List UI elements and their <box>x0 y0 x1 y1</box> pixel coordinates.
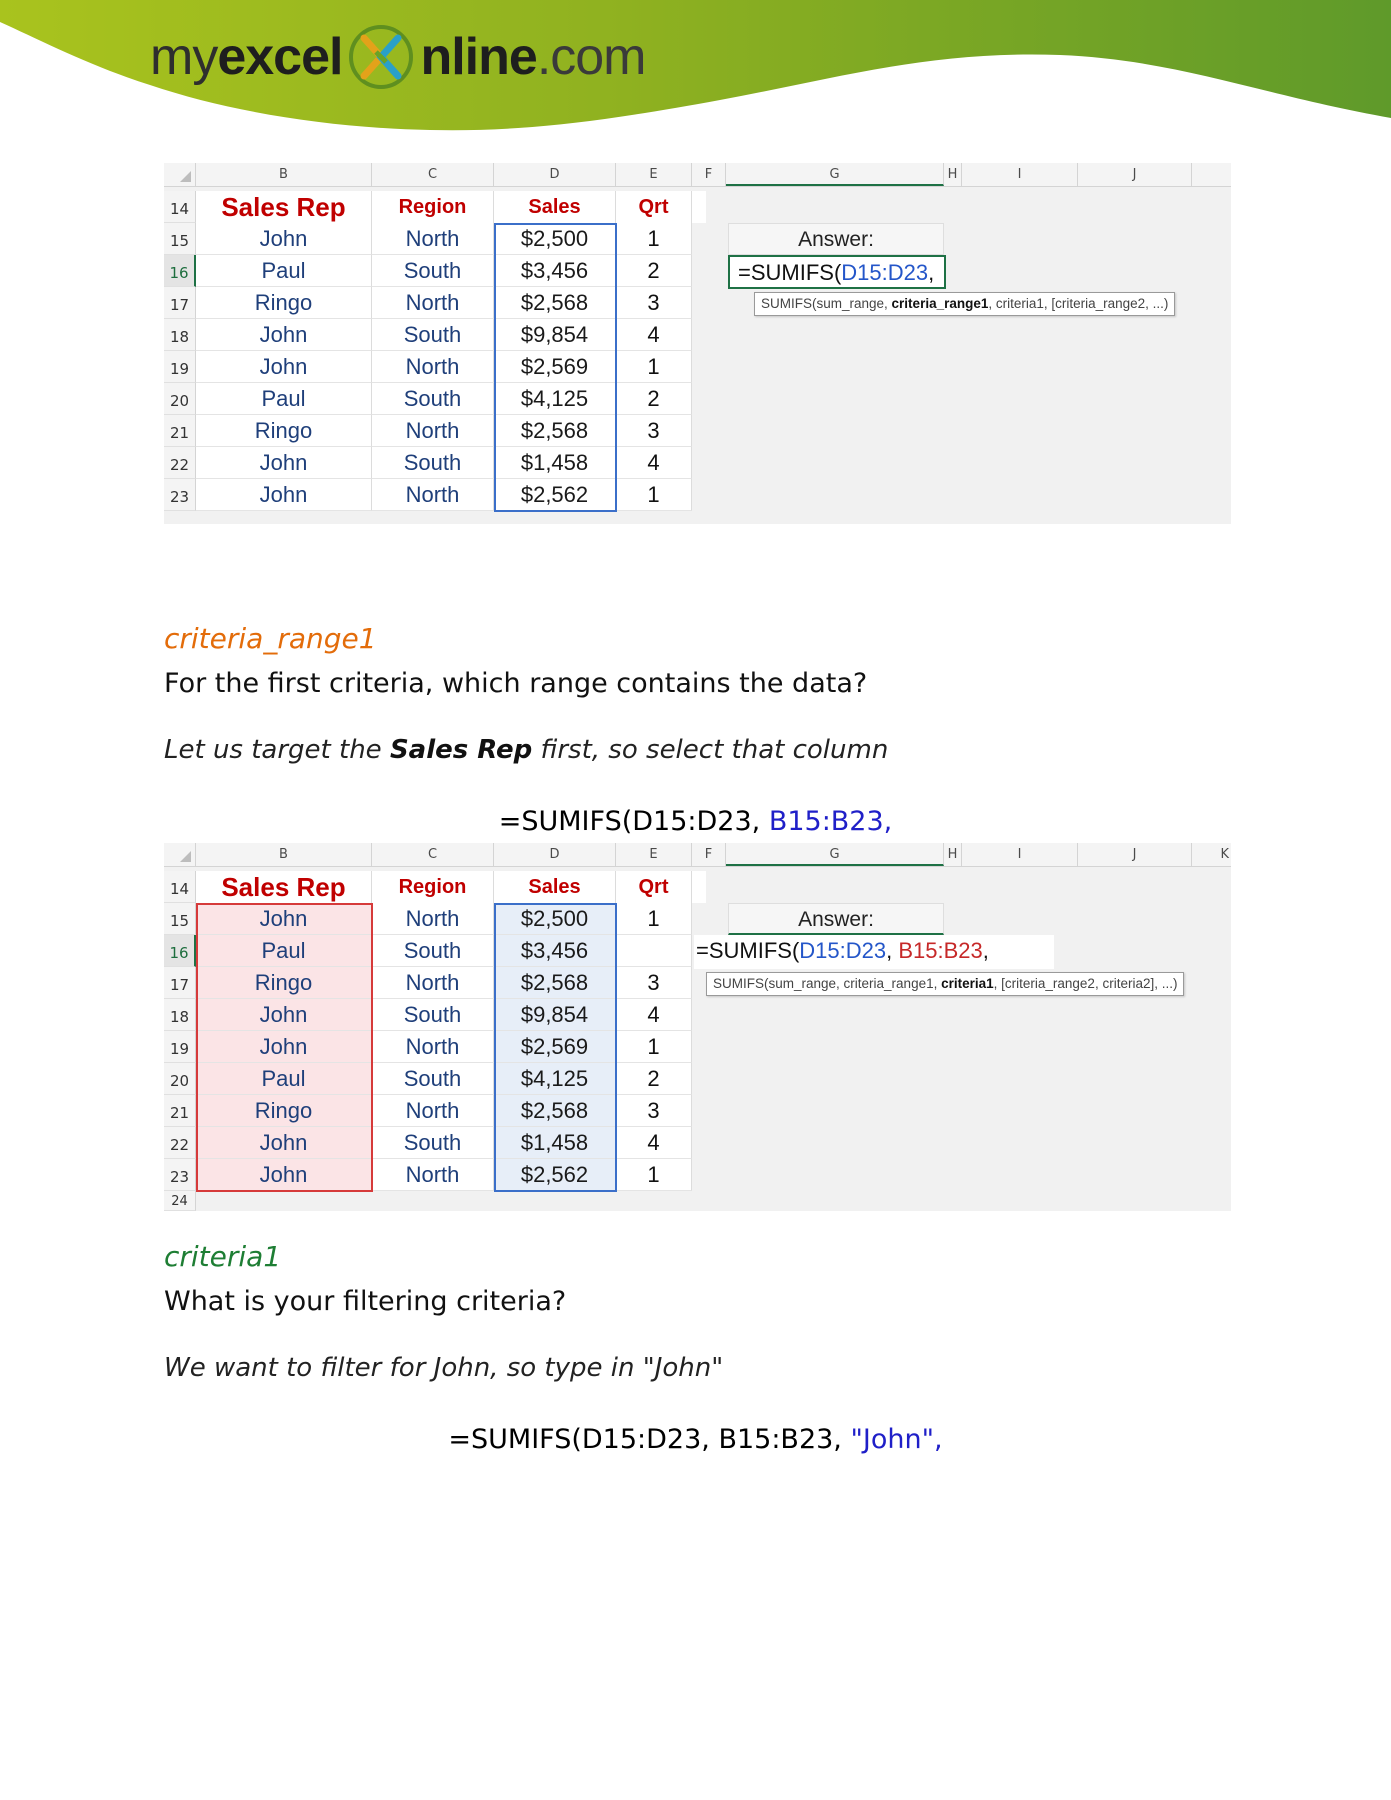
header-qrt[interactable]: Qrt <box>616 871 692 903</box>
sales-cell[interactable]: $1,458 <box>494 1127 616 1159</box>
sales-rep-cell[interactable]: Ringo <box>196 415 372 447</box>
column-header-b[interactable]: B <box>196 843 372 866</box>
formula-example-2 <box>0 1424 1391 1455</box>
row-header[interactable]: 20 <box>164 383 196 415</box>
tooltip-current-arg: criteria1 <box>941 976 994 991</box>
criteria-range-selection <box>196 903 373 1192</box>
logo-text-my: my <box>150 28 218 86</box>
qrt-cell[interactable]: 3 <box>616 967 692 999</box>
row-header[interactable]: 16 <box>164 935 196 967</box>
section-question-2: What is your filtering criteria? <box>164 1286 567 1317</box>
row-header[interactable]: 21 <box>164 1095 196 1127</box>
row-header[interactable]: 14 <box>164 871 196 903</box>
column-header-d[interactable]: D <box>494 843 616 866</box>
sales-rep-cell[interactable]: John <box>196 1127 372 1159</box>
formula-example-1 <box>0 806 1391 837</box>
column-header-e[interactable]: E <box>616 163 692 186</box>
region-cell[interactable]: North <box>372 223 494 255</box>
section-title-criteria1: criteria1 <box>164 1240 282 1273</box>
row-header[interactable]: 24 <box>164 1191 196 1211</box>
region-cell[interactable]: North <box>372 1095 494 1127</box>
row-header[interactable]: 15 <box>164 903 196 935</box>
formula-prefix: =SUMIFS( <box>738 260 842 285</box>
sales-cell[interactable]: $2,568 <box>494 415 616 447</box>
column-header-b[interactable]: B <box>196 163 372 186</box>
tooltip-start: SUMIFS(sum_range, <box>761 296 892 311</box>
sales-cell[interactable]: $4,125 <box>494 1063 616 1095</box>
sales-rep-cell[interactable]: Paul <box>196 1063 372 1095</box>
header-sales[interactable]: Sales <box>494 871 616 903</box>
sales-cell[interactable]: $2,562 <box>494 1159 616 1191</box>
row-header[interactable]: 15 <box>164 223 196 255</box>
column-header-c[interactable]: C <box>372 163 494 186</box>
column-header-e[interactable]: E <box>616 843 692 866</box>
row-header[interactable]: 14 <box>164 191 196 223</box>
header-sales-rep[interactable]: Sales Rep <box>196 871 372 903</box>
sales-rep-cell[interactable]: John <box>196 999 372 1031</box>
qrt-cell[interactable]: 1 <box>616 903 692 935</box>
sales-rep-cell[interactable]: Paul <box>196 255 372 287</box>
sales-rep-cell[interactable]: Paul <box>196 383 372 415</box>
spreadsheet-screenshot-1 <box>164 163 1231 524</box>
column-header-f[interactable]: F <box>692 843 726 866</box>
qrt-cell[interactable]: 1 <box>616 479 692 511</box>
column-headers <box>164 843 1231 867</box>
formula-example-highlight: B15:B23, <box>768 806 893 837</box>
column-header-i[interactable]: I <box>962 163 1078 186</box>
region-cell[interactable]: North <box>372 1031 494 1063</box>
qrt-cell[interactable]: 1 <box>616 1031 692 1063</box>
note-text-end: first, so select that column <box>532 735 889 765</box>
row-header[interactable]: 22 <box>164 1127 196 1159</box>
qrt-cell[interactable] <box>616 935 692 967</box>
answer-label: Answer: <box>728 903 944 935</box>
qrt-cell[interactable]: 3 <box>616 1095 692 1127</box>
qrt-cell[interactable]: 2 <box>616 1063 692 1095</box>
sales-cell[interactable]: $2,569 <box>494 1031 616 1063</box>
sales-rep-cell[interactable]: John <box>196 903 372 935</box>
sales-rep-cell[interactable]: John <box>196 319 372 351</box>
row-header[interactable]: 18 <box>164 319 196 351</box>
sum-range-selection <box>494 223 617 512</box>
header-region[interactable]: Region <box>372 871 494 903</box>
region-cell[interactable]: South <box>372 319 494 351</box>
qrt-cell[interactable]: 4 <box>616 447 692 479</box>
sales-cell[interactable]: $9,854 <box>494 319 616 351</box>
row-header[interactable]: 21 <box>164 415 196 447</box>
header-sales[interactable]: Sales <box>494 191 616 223</box>
region-cell[interactable]: North <box>372 967 494 999</box>
select-all-corner[interactable] <box>164 843 196 866</box>
sales-cell[interactable]: $1,458 <box>494 447 616 479</box>
sales-cell[interactable]: $2,568 <box>494 1095 616 1127</box>
region-cell[interactable]: North <box>372 903 494 935</box>
row-header[interactable]: 17 <box>164 287 196 319</box>
qrt-cell[interactable]: 4 <box>616 319 692 351</box>
row-header[interactable]: 22 <box>164 447 196 479</box>
section-note-2: We want to filter for John, so type in "John" <box>164 1353 724 1383</box>
tooltip-rest: , [criteria_range2, criteria2], ...) <box>993 976 1178 991</box>
header-sales-rep[interactable]: Sales Rep <box>196 191 372 223</box>
column-header-j[interactable]: J <box>1078 163 1192 186</box>
note-text-bold: Sales Rep <box>389 735 533 765</box>
region-cell[interactable]: South <box>372 447 494 479</box>
region-cell[interactable]: South <box>372 999 494 1031</box>
logo-x-icon <box>348 24 414 90</box>
sales-rep-cell[interactable]: John <box>196 1031 372 1063</box>
column-header-h[interactable]: H <box>944 163 962 186</box>
sales-cell[interactable]: $2,500 <box>494 223 616 255</box>
qrt-cell[interactable]: 1 <box>616 1159 692 1191</box>
sales-rep-cell[interactable]: John <box>196 1159 372 1191</box>
formula-comma: , <box>982 938 989 963</box>
formula-cell[interactable] <box>694 935 1054 969</box>
tooltip-start: SUMIFS(sum_range, criteria_range1, <box>713 976 942 991</box>
sales-rep-cell[interactable]: Ringo <box>196 287 372 319</box>
sales-cell[interactable]: $2,500 <box>494 903 616 935</box>
region-cell[interactable]: North <box>372 351 494 383</box>
sales-cell[interactable]: $2,568 <box>494 967 616 999</box>
formula-ref-sum-range: D15:D23 <box>799 938 887 963</box>
region-cell[interactable]: South <box>372 255 494 287</box>
sales-rep-cell[interactable]: Paul <box>196 935 372 967</box>
formula-comma: , <box>928 260 935 285</box>
answer-label: Answer: <box>728 223 944 255</box>
region-cell[interactable]: North <box>372 479 494 511</box>
row-header[interactable]: 19 <box>164 351 196 383</box>
formula-ref-sum-range: D15:D23 <box>841 260 929 285</box>
region-cell[interactable]: South <box>372 1063 494 1095</box>
logo-text-nline: nline <box>420 28 537 86</box>
formula-example-main: =SUMIFS(D15:D23, <box>498 806 769 837</box>
column-header-g[interactable]: G <box>726 163 944 186</box>
row-header[interactable]: 23 <box>164 1159 196 1191</box>
region-cell[interactable]: South <box>372 383 494 415</box>
tooltip-rest: , criteria1, [criteria_range2, ...) <box>988 296 1169 311</box>
formula-cell[interactable] <box>728 255 946 289</box>
qrt-cell[interactable]: 4 <box>616 999 692 1031</box>
column-header-j[interactable]: J <box>1078 843 1192 866</box>
formula-example-highlight: "John", <box>850 1424 943 1455</box>
sales-rep-cell[interactable]: John <box>196 223 372 255</box>
qrt-cell[interactable]: 3 <box>616 287 692 319</box>
sales-cell[interactable]: $2,568 <box>494 287 616 319</box>
region-cell[interactable]: South <box>372 935 494 967</box>
brand-logo[interactable] <box>150 22 646 92</box>
qrt-cell[interactable]: 1 <box>616 351 692 383</box>
logo-text-excel: excel <box>217 28 343 86</box>
row-header[interactable]: 16 <box>164 255 196 287</box>
region-cell[interactable]: North <box>372 287 494 319</box>
row-header[interactable]: 19 <box>164 1031 196 1063</box>
section-title-criteria-range1: criteria_range1 <box>164 622 377 655</box>
region-cell[interactable]: North <box>372 1159 494 1191</box>
function-tooltip[interactable] <box>754 292 1175 316</box>
sales-rep-cell[interactable]: John <box>196 479 372 511</box>
row-header[interactable]: 17 <box>164 967 196 999</box>
column-header-h[interactable]: H <box>944 843 962 866</box>
tooltip-current-arg: criteria_range1 <box>891 296 989 311</box>
formula-separator: , <box>886 938 899 963</box>
column-header-g[interactable]: G <box>726 843 944 866</box>
region-cell[interactable]: South <box>372 1127 494 1159</box>
header-region[interactable]: Region <box>372 191 494 223</box>
spreadsheet-screenshot-2 <box>164 843 1231 1211</box>
sales-cell[interactable]: $3,456 <box>494 935 616 967</box>
qrt-cell[interactable]: 1 <box>616 223 692 255</box>
column-header-d[interactable]: D <box>494 163 616 186</box>
region-cell[interactable]: North <box>372 415 494 447</box>
sales-rep-cell[interactable]: Ringo <box>196 1095 372 1127</box>
note-text-start: Let us target the <box>164 735 390 765</box>
column-headers <box>164 163 1231 187</box>
select-all-corner[interactable] <box>164 163 196 186</box>
sales-cell[interactable]: $3,456 <box>494 255 616 287</box>
formula-example-main: =SUMIFS(D15:D23, B15:B23, <box>448 1424 851 1455</box>
function-tooltip[interactable] <box>706 972 1184 996</box>
qrt-cell[interactable]: 3 <box>616 415 692 447</box>
sales-cell[interactable]: $2,569 <box>494 351 616 383</box>
header-qrt[interactable]: Qrt <box>616 191 692 223</box>
column-header-k[interactable]: K <box>1192 843 1231 866</box>
sales-rep-cell[interactable]: John <box>196 447 372 479</box>
column-header-f[interactable]: F <box>692 163 726 186</box>
sum-range-selection <box>494 903 617 1192</box>
formula-ref-criteria-range: B15:B23 <box>898 938 983 963</box>
qrt-cell[interactable]: 2 <box>616 255 692 287</box>
qrt-cell[interactable]: 2 <box>616 383 692 415</box>
sales-rep-cell[interactable]: Ringo <box>196 967 372 999</box>
sales-cell[interactable]: $2,562 <box>494 479 616 511</box>
column-header-c[interactable]: C <box>372 843 494 866</box>
qrt-cell[interactable]: 4 <box>616 1127 692 1159</box>
section-question-1: For the first criteria, which range contains the data? <box>164 668 868 699</box>
logo-text-com: .com <box>536 28 646 86</box>
row-header[interactable]: 18 <box>164 999 196 1031</box>
row-header[interactable]: 23 <box>164 479 196 511</box>
sales-cell[interactable]: $9,854 <box>494 999 616 1031</box>
column-header-i[interactable]: I <box>962 843 1078 866</box>
sales-cell[interactable]: $4,125 <box>494 383 616 415</box>
row-header[interactable]: 20 <box>164 1063 196 1095</box>
formula-prefix: =SUMIFS( <box>696 938 800 963</box>
section-note-1 <box>164 735 888 765</box>
sales-rep-cell[interactable]: John <box>196 351 372 383</box>
